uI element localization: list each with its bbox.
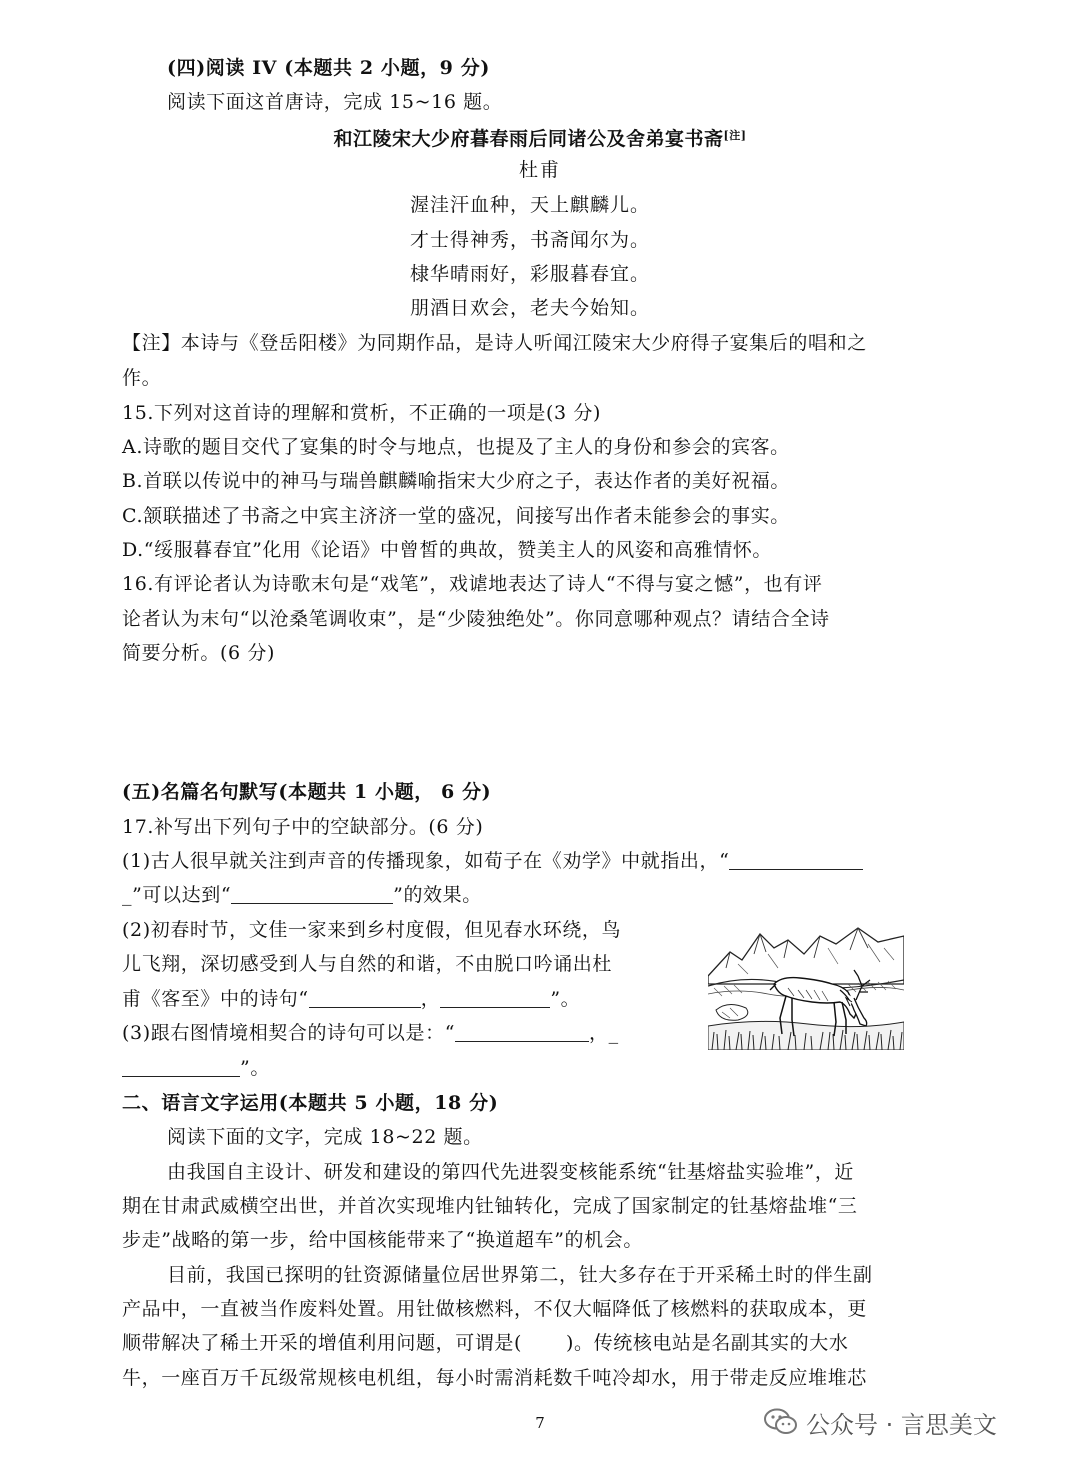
passage-paragraph2-line: 目前，我国已探明的钍资源储量位居世界第二，钍大多存在于开采稀土时的伴生副 <box>167 1264 873 1286</box>
poem-note-line: 作。 <box>122 367 162 389</box>
section4-instruction: 阅读下面这首唐诗，完成 15~16 题。 <box>167 91 503 113</box>
q17-item2-line2: 儿飞翔，深切感受到人与自然的和谐，不由脱口吟诵出杜 <box>122 953 613 975</box>
deer-landscape-drawing <box>708 914 904 1050</box>
q15-option-d: D.“绥服暮春宜”化用《论语》中曾皙的典故，赞美主人的风姿和高雅情怀。 <box>122 539 773 561</box>
passage-paragraph2-line: 产品中，一直被当作废料处置。用钍做核燃料，不仅大幅降低了核燃料的获取成本，更 <box>122 1298 867 1320</box>
question-16-line: 16.有评论者认为诗歌末句是“戏笔”，戏谑地表达了诗人“不得与宴之憾”，也有评 <box>122 573 823 595</box>
fill-blank[interactable] <box>455 1022 589 1042</box>
poem-author: 杜甫 <box>518 159 561 181</box>
question-15: 15.下列对这首诗的理解和赏析，不正确的一项是(3 分) <box>122 402 601 424</box>
fill-blank[interactable] <box>231 884 393 904</box>
poem-line: 朋酒日欢会，老夫今始知。 <box>410 297 651 319</box>
page-number: 7 <box>535 1414 545 1432</box>
poem-title-note-marker: [注] <box>723 129 747 142</box>
poem-line: 渥洼汗血种，天上麒麟儿。 <box>410 194 651 216</box>
wechat-icon <box>764 1408 798 1436</box>
q17-item1-line2 <box>122 883 960 907</box>
section-two-instruction: 阅读下面的文字，完成 18~22 题。 <box>167 1126 483 1148</box>
poem-title-text: 和江陵宋大少府暮春雨后同诸公及舍弟宴书斋 <box>333 128 724 150</box>
section-two-heading: 二、语言文字运用(本题共 5 小题，18 分) <box>122 1092 499 1114</box>
question-16-line: 简要分析。(6 分) <box>122 642 275 664</box>
passage-text: )。传统核电站是名副其实的大水 <box>566 1332 849 1354</box>
passage-paragraph1-line: 由我国自主设计、研发和建设的第四代先进裂变核能系统“钍基熔盐实验堆”，近 <box>167 1161 855 1183</box>
fill-blank[interactable] <box>122 1057 240 1077</box>
q17-item2-text: ， <box>420 988 441 1010</box>
passage-paragraph1-line: 期在甘肃武威横空出世，并首次实现堆内钍铀转化，完成了国家制定的钍基熔盐堆“三 <box>122 1195 858 1217</box>
fill-blank[interactable] <box>309 988 421 1008</box>
poem-title <box>0 124 1080 151</box>
poem-line: 棣华晴雨好，彩服暮春宜。 <box>410 263 651 285</box>
section5-heading: (五)名篇名句默写(本题共 1 小题， 6 分) <box>122 781 492 803</box>
q17-item2-text: 甫《客至》中的诗句“ <box>122 988 309 1010</box>
question-17: 17.补写出下列句子中的空缺部分。(6 分) <box>122 816 484 838</box>
watermark-text: 公众号 · 言思美文 <box>806 1410 997 1439</box>
q17-item1-line1 <box>122 849 960 873</box>
q17-item1-text: ”的效果。 <box>393 884 482 906</box>
q17-item2-text: ”。 <box>550 988 581 1010</box>
q17-item3-text: ，_ <box>589 1022 619 1044</box>
fill-blank[interactable] <box>440 988 550 1008</box>
passage-paragraph1-line: 步走”战略的第一步，给中国核能带来了“换道超车”的机会。 <box>122 1229 643 1251</box>
poem-line: 才士得神秀，书斋闻尔为。 <box>410 229 651 251</box>
poem-note-line: 【注】本诗与《登岳阳楼》为同期作品，是诗人听闻江陵宋大少府得子宴集后的唱和之 <box>122 332 867 354</box>
q17-item3-line2 <box>122 1056 960 1080</box>
q15-option-c: C.颔联描述了书斋之中宾主济济一堂的盛况，间接写出作者未能参会的事实。 <box>122 505 790 527</box>
passage-paragraph2-line: 牛，一座百万千瓦级常规核电机组，每小时需消耗数千吨冷却水，用于带走反应堆堆芯 <box>122 1367 867 1389</box>
deer-landscape-illustration <box>708 914 904 1050</box>
q17-item1-text: (1)古人很早就关注到声音的传播现象，如荀子在《劝学》中就指出，“ <box>122 850 730 872</box>
q15-option-a: A.诗歌的题目交代了宴集的时令与地点，也提及了主人的身份和参会的宾客。 <box>122 436 790 458</box>
question-16-line: 论者认为末句“以沧桑笔调收束”，是“少陵独绝处”。你同意哪种观点？请结合全诗 <box>122 608 830 630</box>
passage-paragraph2-line <box>122 1331 960 1355</box>
q17-item1-text: _”可以达到“ <box>122 884 232 906</box>
section4-heading: (四)阅读 IV (本题共 2 小题，9 分) <box>167 57 490 79</box>
q15-option-b: B.首联以传说中的神马与瑞兽麒麟喻指宋大少府之子，表达作者的美好祝福。 <box>122 470 791 492</box>
q17-item2-line1: (2)初春时节，文佳一家来到乡村度假，但见春水环绕，鸟 <box>122 919 622 941</box>
wechat-watermark <box>764 1402 997 1442</box>
q17-item3-text: (3)跟右图情境相契合的诗句可以是：“ <box>122 1022 456 1044</box>
passage-text: 顺带解决了稀土开采的增值利用问题，可谓是( <box>122 1332 523 1354</box>
q17-item3-text: ”。 <box>240 1057 270 1079</box>
fill-blank[interactable] <box>729 850 863 870</box>
